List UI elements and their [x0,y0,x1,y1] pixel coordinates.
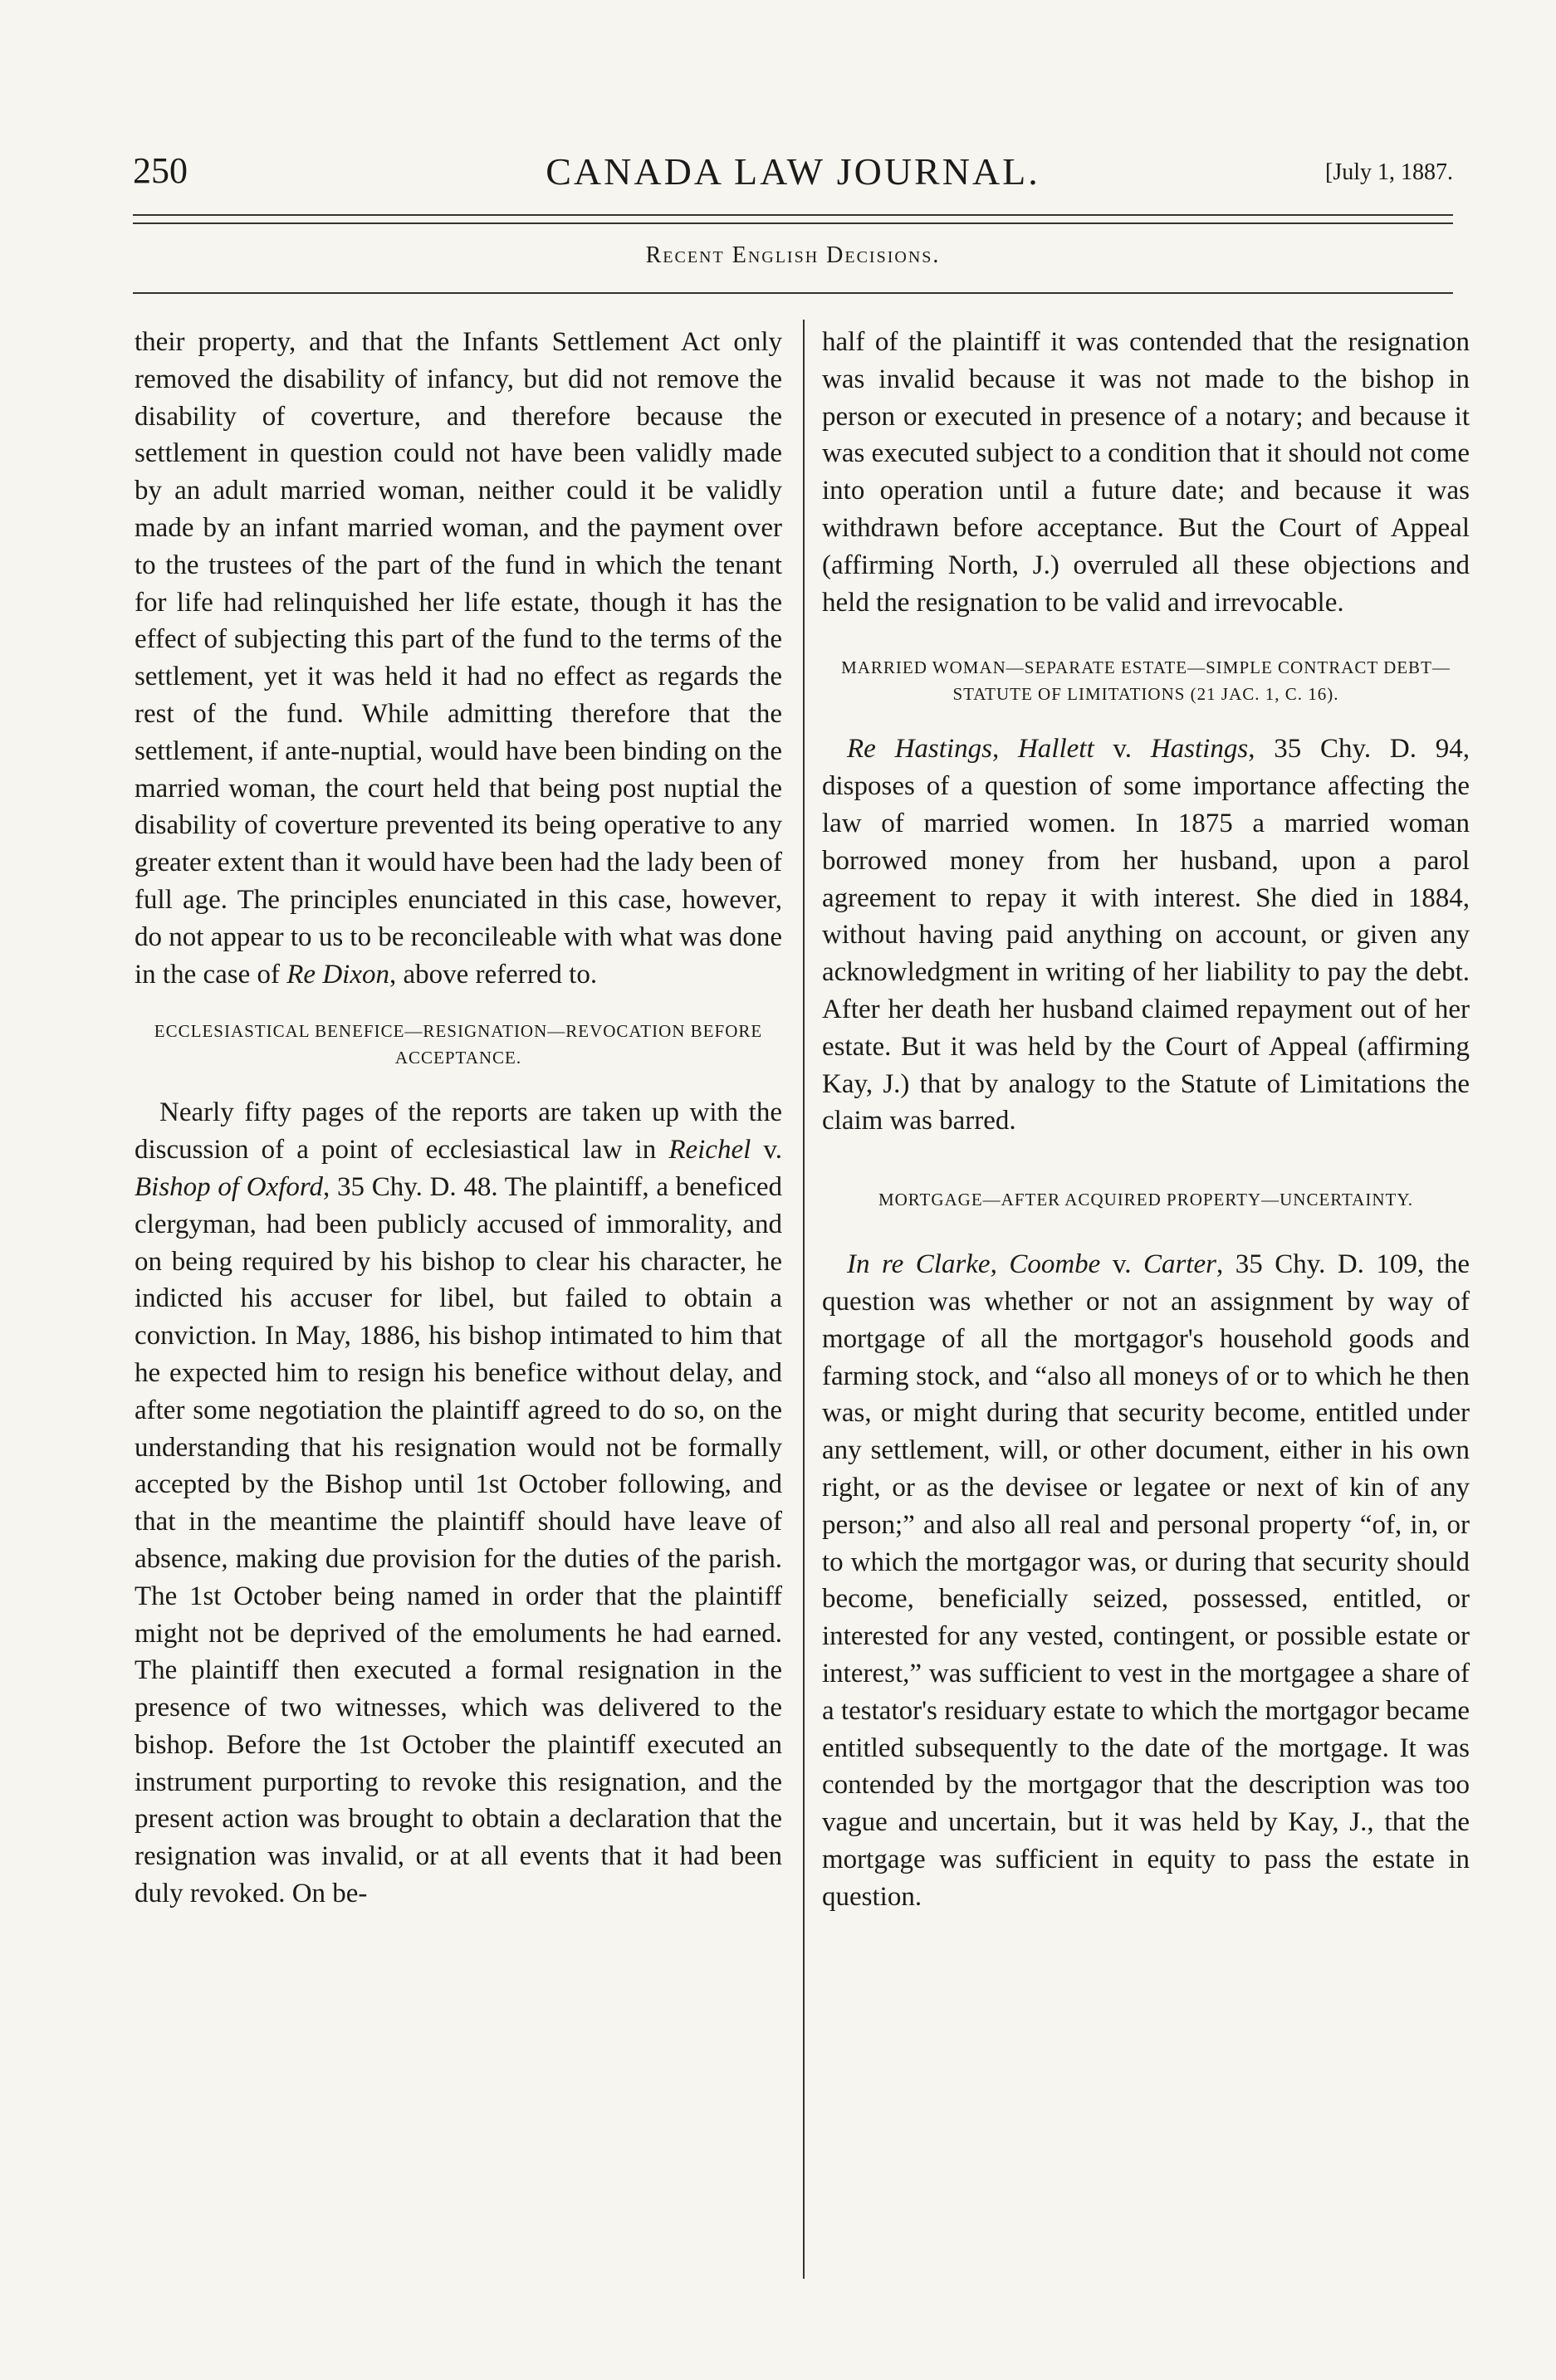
paragraph-text: their property, and that the Infants Settlement Act only removed the disability of infancy, but did not remove the disability of coverture, and therefore because the settlement in question could not have been validly made by an adult married woman, neither could it be validly made by an infant married woman, and the payment over to the trustees of the part of the fund in which the tenant for life had relinquished her life estate, though it has the effect of subjecting this part of the fund to the terms of the settlement, yet it was held it had no effect as regards the rest of the fund. While admitting therefore that the settlement, if ante-nuptial, would have been binding on the married woman, the court held that being post nuptial the disability of coverture prevented its being operative to any greater extent than it would have been had the lady been of full age. The principles enunciated in this case, however, do not appear to us to be reconcileable with what was done in the case of [135,327,782,990]
versus-text: v. [1094,734,1151,765]
versus-text: v. [751,1135,782,1166]
paragraph-clarke [822,1246,1470,1915]
paragraph-text: , 35 Chy. D. 48. The plaintiff, a beneficed clergyman, had been publicly accused of immorality, and on being required by his bishop to clear his character, he indicted his accuser for libel, but failed to obtain a conviction. In May, 1886, his bishop intimated to him that he expected him to resign his benefice without delay, and after some negotiation the plaintiff agreed to do so, on the understanding that his resignation would not be formally accepted by the Bishop until 1st October following, and that in the meantime the plaintiff should have leave of absence, making due provision for the duties of the parish. The 1st October being named in order that the plaintiff might not be deprived of the emoluments he had earned. The plaintiff then executed a formal resignation in the presence of two witnesses, which was delivered to the bishop. Before the 1st October the plaintiff executed an instrument purporting to revoke this resignation, and the present action was brought to obtain a declaration that the resignation was invalid, or at all events that it had been duly revoked. On be- [135,1171,782,1909]
paragraph-text: , 35 Chy. D. 94, disposes of a question of some importance affecting the law of married women. In 1875 a married woman borrowed money from her husband, upon a parol agreement to repay it with interest. She died in 1884, without having paid anything on account, or given any acknowledgment in writing of her liability to pay the debt. After her death her husband claimed repayment out of her estate. But it was held by the Court of Appeal (affirming Kay, J.) that by analogy to the Statute of Limitations the claim was barred. [822,734,1470,1136]
section-title: Recent English Decisions. [645,242,941,268]
case-heading-ecclesiastical: ECCLESIASTICAL BENEFICE—RESIGNATION—REVOCATION BEFORE ACCEPTANCE. [154,1021,763,1068]
case-heading-married-woman: MARRIED WOMAN—SEPARATE ESTATE—SIMPLE CONTRACT DEBT—STATUTE OF LIMITATIONS (21 JAC. 1, C. 16). [841,657,1451,705]
paragraph-text: , above referred to. [389,959,598,990]
paragraph-hastings [822,731,1470,1140]
section-rule [133,292,1453,294]
paragraph-reichel-cont: half of the plaintiff it was contended that the resignation was invalid because it was not made to the bishop in person or executed in presence of a notary; and because it was executed subject to a condition that it should not come into operation until a future date; and because it was withdrawn before acceptance. But the Court of Appeal (affirming North, J.) overruled all these objections and held the resignation to be valid and irrevocable. [822,327,1470,618]
case-name: In re Clarke, Coombe [847,1249,1101,1280]
case-heading-mortgage: MORTGAGE—AFTER ACQUIRED PROPERTY—UNCERTAINTY. [878,1190,1414,1210]
right-column [822,324,1470,1915]
page-number: 250 [133,150,188,191]
paragraph-settlement [135,324,782,993]
case-name: Re Hastings, Hallett [847,734,1094,765]
running-header [133,149,1453,199]
versus-text: v. [1100,1249,1143,1280]
paragraph-text: Nearly fifty pages of the reports are taken up with the discussion of a point of ecclesiastical law in [135,1097,782,1166]
journal-title: CANADA LAW JOURNAL. [546,150,1040,193]
case-name: Carter [1143,1249,1216,1280]
header-double-rule [133,214,1453,224]
case-name: Reichel [668,1135,751,1166]
case-name: Bishop of Oxford [135,1171,324,1202]
paragraph-reichel [135,1094,782,1913]
left-column [135,324,782,1913]
case-name: Re Dixon [286,959,389,990]
issue-date: [July 1, 1887. [1325,159,1453,185]
paragraph-text: , 35 Chy. D. 109, the question was whether or not an assignment by way of mortgage of all the mortgagor's household goods and farming stock, and “also all moneys of or to which he then was, or might during that security become, entitled under any settlement, will, or other document, either in his own right, or as the devisee or legatee or next of kin of any person;” and also all real and personal property “of, in, or to which the mortgagor was, or during that security should become, beneficially seized, possessed, entitled, or interested for any vested, contingent, or possible estate or interest,” was sufficient to vest in the mortgagee a share of a testator's residuary estate to which the mortgagor became entitled subsequently to the date of the mortgage. It was contended by the mortgagor that the description was too vague and uncertain, but it was held by Kay, J., that the mortgage was sufficient in equity to pass the estate in question. [822,1249,1470,1912]
case-name: Hastings [1150,734,1249,765]
column-divider [803,320,805,2279]
